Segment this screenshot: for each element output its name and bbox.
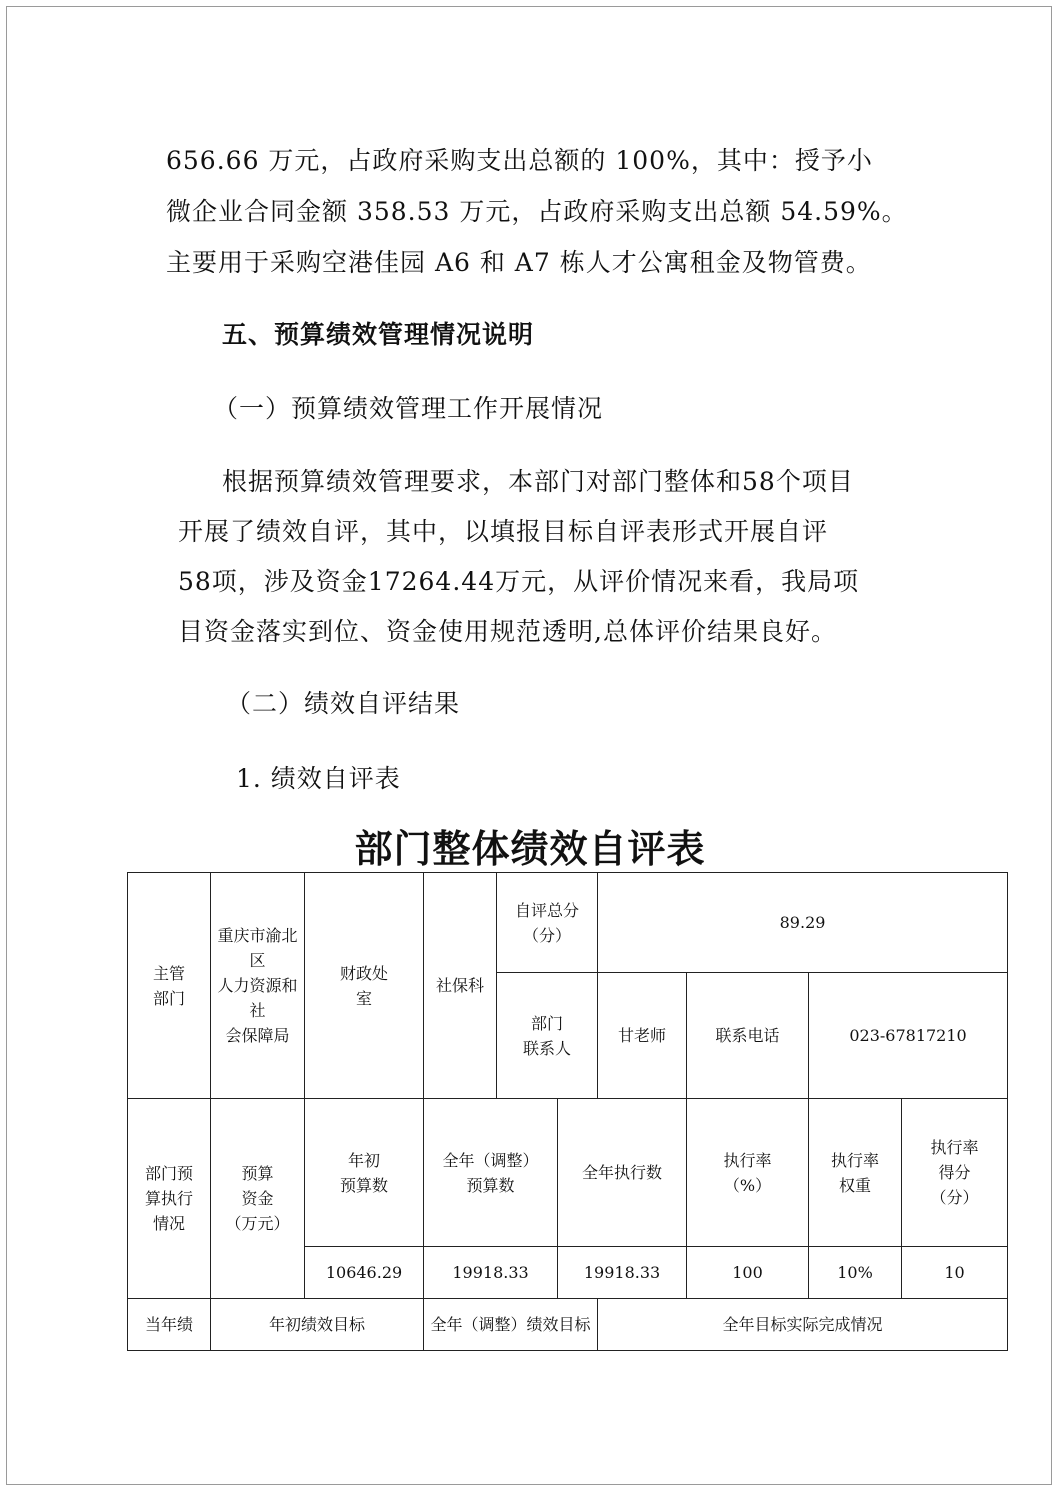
budget-exec-label-cell: 部门预 算执行 情况: [128, 1099, 211, 1299]
section-heading: 五、预算绩效管理情况说明: [222, 320, 535, 349]
perf-adjusted-goal-cell: 全年（调整）绩效目标: [424, 1299, 598, 1351]
val-rate-score-cell: 10: [902, 1247, 1008, 1299]
office-cell: 财政处 室: [305, 873, 424, 1099]
val-initial-cell: 10646.29: [305, 1247, 424, 1299]
col-rate-score-header: 执行率 得分 （分）: [902, 1099, 1008, 1247]
body-paragraph-line: 656.66 万元，占政府采购支出总额的 100%，其中：授予小: [166, 146, 873, 175]
perf-initial-goal-cell: 年初绩效目标: [211, 1299, 424, 1351]
subsection-heading: （一）预算绩效管理工作开展情况: [213, 394, 604, 423]
val-rate-cell: 100: [687, 1247, 809, 1299]
subsection-heading: （二）绩效自评结果: [226, 689, 461, 718]
body-paragraph-line: 根据预算绩效管理要求，本部门对部门整体和58个项目: [222, 467, 854, 496]
contact-label-cell: 部门 联系人: [497, 973, 598, 1099]
budget-fund-label-cell: 预算 资金 （万元）: [211, 1099, 305, 1299]
body-paragraph-line: 开展了绩效自评，其中，以填报目标自评表形式开展自评: [178, 517, 829, 546]
col-weight-header: 执行率 权重: [809, 1099, 902, 1247]
phone-label-cell: 联系电话: [687, 973, 809, 1099]
contact-name-cell: 甘老师: [598, 973, 687, 1099]
body-paragraph-line: 目资金落实到位、资金使用规范透明,总体评价结果良好。: [178, 617, 837, 646]
col-initial-header: 年初 预算数: [305, 1099, 424, 1247]
body-paragraph-line: 微企业合同金额 358.53 万元，占政府采购支出总额 54.59%。: [166, 197, 908, 226]
phone-value-cell: 023-67817210: [809, 973, 1008, 1099]
dept-name-cell: 重庆市渝北区 人力资源和社 会保障局: [211, 873, 305, 1099]
body-paragraph-line: 58项，涉及资金17264.44万元，从评价情况来看，我局项: [178, 567, 860, 596]
col-adjusted-header: 全年（调整） 预算数: [424, 1099, 558, 1247]
dept-label-cell: 主管 部门: [128, 873, 211, 1099]
val-adjusted-cell: 19918.33: [424, 1247, 558, 1299]
val-executed-cell: 19918.33: [558, 1247, 687, 1299]
body-paragraph-line: 主要用于采购空港佳园 A6 和 A7 栋人才公寓租金及物管费。: [166, 248, 872, 277]
score-value-cell: 89.29: [598, 873, 1008, 973]
self-evaluation-table: [127, 872, 1007, 1350]
perf-label-cell: 当年绩: [128, 1299, 211, 1351]
score-label-cell: 自评总分 （分）: [497, 873, 598, 973]
col-rate-header: 执行率 （%）: [687, 1099, 809, 1247]
section-cell: 社保科: [424, 873, 497, 1099]
table-title: 部门整体绩效自评表: [354, 826, 706, 871]
list-heading: 1. 绩效自评表: [236, 764, 401, 793]
perf-actual-cell: 全年目标实际完成情况: [598, 1299, 1008, 1351]
col-executed-header: 全年执行数: [558, 1099, 687, 1247]
val-weight-cell: 10%: [809, 1247, 902, 1299]
